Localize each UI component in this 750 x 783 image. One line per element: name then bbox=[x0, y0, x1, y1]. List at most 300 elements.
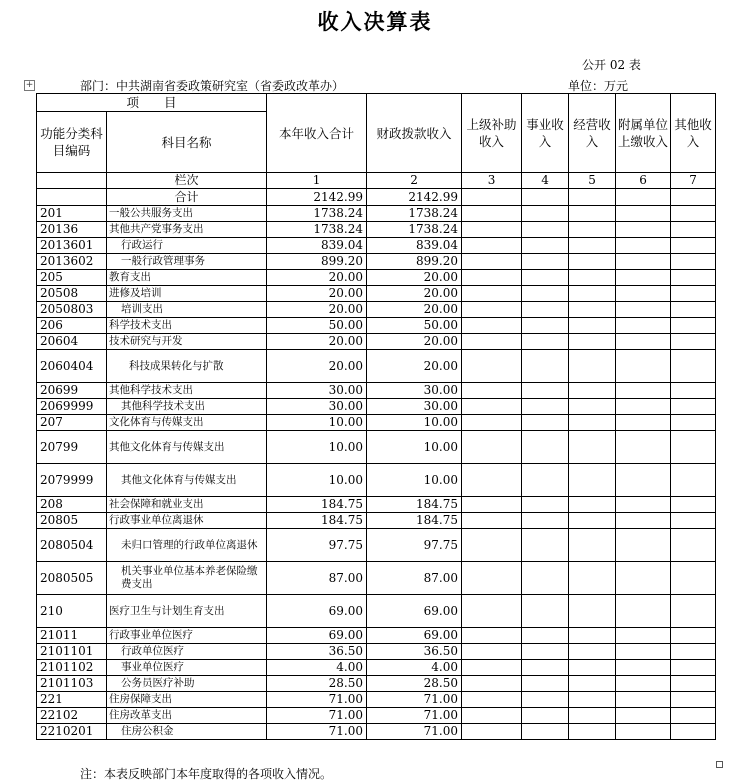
table-row bbox=[37, 318, 716, 334]
other-income-cell bbox=[671, 334, 716, 350]
table-row bbox=[37, 724, 716, 740]
superior-subsidy-cell bbox=[462, 724, 522, 740]
business-income-cell bbox=[522, 334, 569, 350]
subject-name-cell: 科技成果转化与扩散 bbox=[107, 350, 267, 383]
fiscal-alloc-cell: 184.75 bbox=[367, 497, 462, 513]
total-income-cell: 20.00 bbox=[267, 334, 367, 350]
business-income-cell bbox=[522, 415, 569, 431]
fiscal-alloc-cell: 87.00 bbox=[367, 562, 462, 595]
other-income-header: 其他收入 bbox=[671, 94, 716, 173]
operating-income-cell bbox=[569, 529, 616, 562]
business-income-cell bbox=[522, 644, 569, 660]
subject-name-cell: 机关事业单位基本养老保险缴费支出 bbox=[107, 562, 267, 595]
operating-income-cell bbox=[569, 562, 616, 595]
other-income-cell bbox=[671, 254, 716, 270]
total-income-cell: 10.00 bbox=[267, 415, 367, 431]
index-row bbox=[37, 173, 716, 189]
fiscal-alloc-cell: 2142.99 bbox=[367, 189, 462, 206]
fiscal-alloc-cell: 20.00 bbox=[367, 350, 462, 383]
total-income-cell: 28.50 bbox=[267, 676, 367, 692]
operating-income-cell bbox=[569, 334, 616, 350]
fiscal-alloc-cell: 10.00 bbox=[367, 464, 462, 497]
superior-subsidy-cell bbox=[462, 628, 522, 644]
operating-income-cell bbox=[569, 286, 616, 302]
operating-income-cell bbox=[569, 497, 616, 513]
operating-income-cell bbox=[569, 399, 616, 415]
other-income-cell bbox=[671, 286, 716, 302]
table-row bbox=[37, 497, 716, 513]
subject-name-cell: 教育支出 bbox=[107, 270, 267, 286]
superior-subsidy-cell bbox=[462, 399, 522, 415]
code-cell: 2050803 bbox=[37, 302, 107, 318]
fiscal-alloc-cell: 71.00 bbox=[367, 724, 462, 740]
business-income-cell bbox=[522, 254, 569, 270]
total-income-cell: 20.00 bbox=[267, 270, 367, 286]
operating-income-cell bbox=[569, 628, 616, 644]
affiliated-income-cell bbox=[616, 644, 671, 660]
operating-income-cell bbox=[569, 660, 616, 676]
fiscal-alloc-cell: 184.75 bbox=[367, 513, 462, 529]
code-cell: 22102 bbox=[37, 708, 107, 724]
fiscal-alloc-cell: 20.00 bbox=[367, 270, 462, 286]
index-cell: 4 bbox=[522, 173, 569, 189]
other-income-cell bbox=[671, 692, 716, 708]
superior-subsidy-cell bbox=[462, 529, 522, 562]
business-income-cell bbox=[522, 529, 569, 562]
code-cell: 2013602 bbox=[37, 254, 107, 270]
other-income-cell bbox=[671, 724, 716, 740]
affiliated-income-cell bbox=[616, 318, 671, 334]
fiscal-alloc-cell: 899.20 bbox=[367, 254, 462, 270]
superior-subsidy-cell bbox=[462, 513, 522, 529]
subject-name-cell: 文化体育与传媒支出 bbox=[107, 415, 267, 431]
subject-name-cell: 科学技术支出 bbox=[107, 318, 267, 334]
total-income-cell: 1738.24 bbox=[267, 222, 367, 238]
affiliated-income-header: 附属单位上缴收入 bbox=[616, 94, 671, 173]
subject-name-cell: 一般行政管理事务 bbox=[107, 254, 267, 270]
business-income-cell bbox=[522, 513, 569, 529]
business-income-header: 事业收入 bbox=[522, 94, 569, 173]
code-cell: 2210201 bbox=[37, 724, 107, 740]
code-cell: 2101101 bbox=[37, 644, 107, 660]
other-income-cell bbox=[671, 644, 716, 660]
business-income-cell bbox=[522, 399, 569, 415]
table-row bbox=[37, 464, 716, 497]
code-cell: 20799 bbox=[37, 431, 107, 464]
fiscal-alloc-cell: 20.00 bbox=[367, 302, 462, 318]
operating-income-cell bbox=[569, 302, 616, 318]
total-income-cell: 50.00 bbox=[267, 318, 367, 334]
code-cell: 206 bbox=[37, 318, 107, 334]
fiscal-alloc-cell: 1738.24 bbox=[367, 222, 462, 238]
business-income-cell bbox=[522, 270, 569, 286]
total-income-cell: 184.75 bbox=[267, 513, 367, 529]
total-income-cell: 97.75 bbox=[267, 529, 367, 562]
operating-income-cell bbox=[569, 464, 616, 497]
operating-income-cell bbox=[569, 270, 616, 286]
superior-subsidy-cell bbox=[462, 464, 522, 497]
table-move-handle-icon[interactable]: + bbox=[25, 80, 34, 90]
superior-subsidy-cell bbox=[462, 334, 522, 350]
affiliated-income-cell bbox=[616, 399, 671, 415]
table-row bbox=[37, 708, 716, 724]
total-income-header: 本年收入合计 bbox=[267, 94, 367, 173]
operating-income-cell bbox=[569, 222, 616, 238]
fiscal-alloc-cell: 69.00 bbox=[367, 595, 462, 628]
business-income-cell bbox=[522, 628, 569, 644]
subject-name-cell: 进修及培训 bbox=[107, 286, 267, 302]
total-income-cell: 184.75 bbox=[267, 497, 367, 513]
subject-name-cell: 医疗卫生与计划生育支出 bbox=[107, 595, 267, 628]
business-income-cell bbox=[522, 350, 569, 383]
total-income-cell: 71.00 bbox=[267, 724, 367, 740]
income-table bbox=[36, 93, 716, 740]
code-cell: 2101103 bbox=[37, 676, 107, 692]
business-income-cell bbox=[522, 464, 569, 497]
business-income-cell bbox=[522, 302, 569, 318]
superior-subsidy-cell bbox=[462, 415, 522, 431]
operating-income-cell bbox=[569, 350, 616, 383]
other-income-cell bbox=[671, 628, 716, 644]
total-income-cell: 30.00 bbox=[267, 383, 367, 399]
superior-subsidy-cell bbox=[462, 692, 522, 708]
subject-name-cell: 行政事业单位离退休 bbox=[107, 513, 267, 529]
total-income-cell: 1738.24 bbox=[267, 206, 367, 222]
table-row bbox=[37, 350, 716, 383]
table-row bbox=[37, 238, 716, 254]
other-income-cell bbox=[671, 350, 716, 383]
fiscal-alloc-cell: 4.00 bbox=[367, 660, 462, 676]
subject-name-cell: 公务员医疗补助 bbox=[107, 676, 267, 692]
affiliated-income-cell bbox=[616, 692, 671, 708]
superior-subsidy-cell bbox=[462, 497, 522, 513]
table-row bbox=[37, 676, 716, 692]
table-row bbox=[37, 383, 716, 399]
code-cell: 201 bbox=[37, 206, 107, 222]
table-row bbox=[37, 399, 716, 415]
affiliated-income-cell bbox=[616, 206, 671, 222]
operating-income-cell bbox=[569, 383, 616, 399]
code-cell: 2101102 bbox=[37, 660, 107, 676]
fiscal-alloc-cell: 20.00 bbox=[367, 334, 462, 350]
total-income-cell: 20.00 bbox=[267, 350, 367, 383]
form-number: 公开 02 表 bbox=[582, 58, 641, 72]
code-cell: 221 bbox=[37, 692, 107, 708]
affiliated-income-cell bbox=[616, 708, 671, 724]
superior-subsidy-header: 上级补助收入 bbox=[462, 94, 522, 173]
other-income-cell bbox=[671, 513, 716, 529]
total-income-cell: 839.04 bbox=[267, 238, 367, 254]
operating-income-cell bbox=[569, 254, 616, 270]
code-cell: 207 bbox=[37, 415, 107, 431]
operating-income-cell bbox=[569, 708, 616, 724]
superior-subsidy-cell bbox=[462, 302, 522, 318]
other-income-cell bbox=[671, 464, 716, 497]
subject-name-cell: 培训支出 bbox=[107, 302, 267, 318]
affiliated-income-cell bbox=[616, 415, 671, 431]
fiscal-alloc-cell: 28.50 bbox=[367, 676, 462, 692]
superior-subsidy-cell bbox=[462, 562, 522, 595]
code-cell: 2069999 bbox=[37, 399, 107, 415]
superior-subsidy-cell bbox=[462, 676, 522, 692]
func-code-header: 功能分类科目编码 bbox=[37, 112, 107, 173]
total-income-cell: 2142.99 bbox=[267, 189, 367, 206]
business-income-cell bbox=[522, 692, 569, 708]
affiliated-income-cell bbox=[616, 513, 671, 529]
subject-name-cell: 住房改革支出 bbox=[107, 708, 267, 724]
code-cell: 210 bbox=[37, 595, 107, 628]
fiscal-alloc-cell: 97.75 bbox=[367, 529, 462, 562]
fiscal-alloc-cell: 10.00 bbox=[367, 431, 462, 464]
subject-name-cell: 一般公共服务支出 bbox=[107, 206, 267, 222]
index-cell: 3 bbox=[462, 173, 522, 189]
other-income-cell bbox=[671, 415, 716, 431]
business-income-cell bbox=[522, 222, 569, 238]
superior-subsidy-cell bbox=[462, 644, 522, 660]
table-row bbox=[37, 334, 716, 350]
table-row bbox=[37, 286, 716, 302]
fiscal-alloc-cell: 10.00 bbox=[367, 415, 462, 431]
table-row bbox=[37, 644, 716, 660]
total-income-cell: 69.00 bbox=[267, 628, 367, 644]
subject-name-cell: 住房保障支出 bbox=[107, 692, 267, 708]
superior-subsidy-cell bbox=[462, 595, 522, 628]
page-corner-marker bbox=[716, 761, 723, 768]
total-income-cell: 899.20 bbox=[267, 254, 367, 270]
other-income-cell bbox=[671, 318, 716, 334]
table-row bbox=[37, 595, 716, 628]
business-income-cell bbox=[522, 676, 569, 692]
code-cell: 2080505 bbox=[37, 562, 107, 595]
total-income-cell: 87.00 bbox=[267, 562, 367, 595]
other-income-cell bbox=[671, 660, 716, 676]
code-cell: 20604 bbox=[37, 334, 107, 350]
total-income-cell: 10.00 bbox=[267, 464, 367, 497]
affiliated-income-cell bbox=[616, 350, 671, 383]
total-income-cell: 20.00 bbox=[267, 286, 367, 302]
affiliated-income-cell bbox=[616, 497, 671, 513]
superior-subsidy-cell bbox=[462, 254, 522, 270]
subject-name-cell: 其他共产党事务支出 bbox=[107, 222, 267, 238]
subject-name-cell: 技术研究与开发 bbox=[107, 334, 267, 350]
table-row bbox=[37, 270, 716, 286]
superior-subsidy-cell bbox=[462, 238, 522, 254]
subject-name-cell: 行政事业单位医疗 bbox=[107, 628, 267, 644]
other-income-cell bbox=[671, 222, 716, 238]
business-income-cell bbox=[522, 206, 569, 222]
business-income-cell bbox=[522, 431, 569, 464]
affiliated-income-cell bbox=[616, 529, 671, 562]
affiliated-income-cell bbox=[616, 254, 671, 270]
other-income-cell bbox=[671, 676, 716, 692]
superior-subsidy-cell bbox=[462, 286, 522, 302]
operating-income-cell bbox=[569, 431, 616, 464]
superior-subsidy-cell bbox=[462, 206, 522, 222]
business-income-cell bbox=[522, 595, 569, 628]
fiscal-alloc-cell: 69.00 bbox=[367, 628, 462, 644]
business-income-cell bbox=[522, 708, 569, 724]
total-income-cell: 20.00 bbox=[267, 302, 367, 318]
subject-name-cell: 其他文化体育与传媒支出 bbox=[107, 464, 267, 497]
other-income-cell bbox=[671, 238, 716, 254]
operating-income-cell bbox=[569, 206, 616, 222]
other-income-cell bbox=[671, 595, 716, 628]
index-cell: 1 bbox=[267, 173, 367, 189]
subject-name-cell: 其他科学技术支出 bbox=[107, 383, 267, 399]
business-income-cell bbox=[522, 660, 569, 676]
operating-income-cell bbox=[569, 595, 616, 628]
table-row bbox=[37, 513, 716, 529]
total-income-cell: 10.00 bbox=[267, 431, 367, 464]
affiliated-income-cell bbox=[616, 431, 671, 464]
other-income-cell bbox=[671, 270, 716, 286]
superior-subsidy-cell bbox=[462, 660, 522, 676]
affiliated-income-cell bbox=[616, 270, 671, 286]
page-title: 收入决算表 bbox=[317, 9, 433, 34]
index-row-label: 栏次 bbox=[107, 173, 267, 189]
index-cell: 2 bbox=[367, 173, 462, 189]
business-income-cell bbox=[522, 238, 569, 254]
other-income-cell bbox=[671, 562, 716, 595]
superior-subsidy-cell bbox=[462, 350, 522, 383]
total-income-cell: 71.00 bbox=[267, 692, 367, 708]
other-income-cell bbox=[671, 383, 716, 399]
affiliated-income-cell bbox=[616, 660, 671, 676]
table-row bbox=[37, 562, 716, 595]
other-income-cell bbox=[671, 399, 716, 415]
operating-income-header: 经营收入 bbox=[569, 94, 616, 173]
affiliated-income-cell bbox=[616, 334, 671, 350]
operating-income-cell bbox=[569, 644, 616, 660]
subject-name-header: 科目名称 bbox=[107, 112, 267, 173]
fiscal-alloc-cell: 36.50 bbox=[367, 644, 462, 660]
table-row bbox=[37, 529, 716, 562]
subject-name-cell: 其他科学技术支出 bbox=[107, 399, 267, 415]
fiscal-alloc-cell: 1738.24 bbox=[367, 206, 462, 222]
fiscal-alloc-cell: 30.00 bbox=[367, 383, 462, 399]
table-row bbox=[37, 254, 716, 270]
affiliated-income-cell bbox=[616, 628, 671, 644]
business-income-cell bbox=[522, 318, 569, 334]
business-income-cell bbox=[522, 724, 569, 740]
index-cell: 7 bbox=[671, 173, 716, 189]
business-income-cell bbox=[522, 497, 569, 513]
subject-name-cell: 事业单位医疗 bbox=[107, 660, 267, 676]
total-income-cell: 4.00 bbox=[267, 660, 367, 676]
total-row-label: 合计 bbox=[107, 189, 267, 206]
other-income-cell bbox=[671, 708, 716, 724]
total-row bbox=[37, 189, 716, 206]
fiscal-alloc-cell: 71.00 bbox=[367, 692, 462, 708]
code-cell: 2079999 bbox=[37, 464, 107, 497]
business-income-cell bbox=[522, 383, 569, 399]
code-cell: 2080504 bbox=[37, 529, 107, 562]
subject-name-cell: 住房公积金 bbox=[107, 724, 267, 740]
table-row bbox=[37, 222, 716, 238]
table-row bbox=[37, 660, 716, 676]
subject-name-cell: 行政运行 bbox=[107, 238, 267, 254]
affiliated-income-cell bbox=[616, 676, 671, 692]
operating-income-cell bbox=[569, 318, 616, 334]
fiscal-alloc-cell: 839.04 bbox=[367, 238, 462, 254]
total-income-cell: 30.00 bbox=[267, 399, 367, 415]
fiscal-alloc-header: 财政拨款收入 bbox=[367, 94, 462, 173]
total-income-cell: 36.50 bbox=[267, 644, 367, 660]
code-cell: 2060404 bbox=[37, 350, 107, 383]
table-row bbox=[37, 302, 716, 318]
code-cell: 20508 bbox=[37, 286, 107, 302]
unit-label: 单位：万元 bbox=[568, 79, 629, 93]
subject-name-cell: 其他文化体育与传媒支出 bbox=[107, 431, 267, 464]
operating-income-cell bbox=[569, 238, 616, 254]
code-cell: 2013601 bbox=[37, 238, 107, 254]
subject-name-cell: 行政单位医疗 bbox=[107, 644, 267, 660]
total-income-cell: 69.00 bbox=[267, 595, 367, 628]
table-row bbox=[37, 206, 716, 222]
fiscal-alloc-cell: 50.00 bbox=[367, 318, 462, 334]
operating-income-cell bbox=[569, 513, 616, 529]
index-cell: 5 bbox=[569, 173, 616, 189]
superior-subsidy-cell bbox=[462, 708, 522, 724]
business-income-cell bbox=[522, 562, 569, 595]
subject-name-cell: 社会保障和就业支出 bbox=[107, 497, 267, 513]
other-income-cell bbox=[671, 529, 716, 562]
affiliated-income-cell bbox=[616, 464, 671, 497]
superior-subsidy-cell bbox=[462, 318, 522, 334]
footnote: 注：本表反映部门本年度取得的各项收入情况。 bbox=[80, 767, 333, 781]
superior-subsidy-cell bbox=[462, 222, 522, 238]
affiliated-income-cell bbox=[616, 383, 671, 399]
affiliated-income-cell bbox=[616, 302, 671, 318]
operating-income-cell bbox=[569, 676, 616, 692]
other-income-cell bbox=[671, 431, 716, 464]
affiliated-income-cell bbox=[616, 286, 671, 302]
superior-subsidy-cell bbox=[462, 431, 522, 464]
affiliated-income-cell bbox=[616, 238, 671, 254]
table-row bbox=[37, 692, 716, 708]
code-cell: 21011 bbox=[37, 628, 107, 644]
other-income-cell bbox=[671, 497, 716, 513]
code-cell: 208 bbox=[37, 497, 107, 513]
index-cell: 6 bbox=[616, 173, 671, 189]
item-group-header: 项 目 bbox=[37, 94, 267, 112]
subject-name-cell: 未归口管理的行政单位离退休 bbox=[107, 529, 267, 562]
code-cell: 20805 bbox=[37, 513, 107, 529]
total-income-cell: 71.00 bbox=[267, 708, 367, 724]
department-label: 部门：中共湖南省委政策研究室（省委政改革办） bbox=[80, 79, 345, 93]
other-income-cell bbox=[671, 206, 716, 222]
superior-subsidy-cell bbox=[462, 270, 522, 286]
code-cell: 20699 bbox=[37, 383, 107, 399]
affiliated-income-cell bbox=[616, 724, 671, 740]
operating-income-cell bbox=[569, 415, 616, 431]
business-income-cell bbox=[522, 286, 569, 302]
affiliated-income-cell bbox=[616, 562, 671, 595]
fiscal-alloc-cell: 30.00 bbox=[367, 399, 462, 415]
superior-subsidy-cell bbox=[462, 383, 522, 399]
table-body bbox=[37, 173, 716, 740]
code-cell: 205 bbox=[37, 270, 107, 286]
table-row bbox=[37, 415, 716, 431]
fiscal-alloc-cell: 71.00 bbox=[367, 708, 462, 724]
operating-income-cell bbox=[569, 724, 616, 740]
table-row bbox=[37, 628, 716, 644]
operating-income-cell bbox=[569, 692, 616, 708]
code-cell: 20136 bbox=[37, 222, 107, 238]
fiscal-alloc-cell: 20.00 bbox=[367, 286, 462, 302]
table-row bbox=[37, 431, 716, 464]
affiliated-income-cell bbox=[616, 222, 671, 238]
